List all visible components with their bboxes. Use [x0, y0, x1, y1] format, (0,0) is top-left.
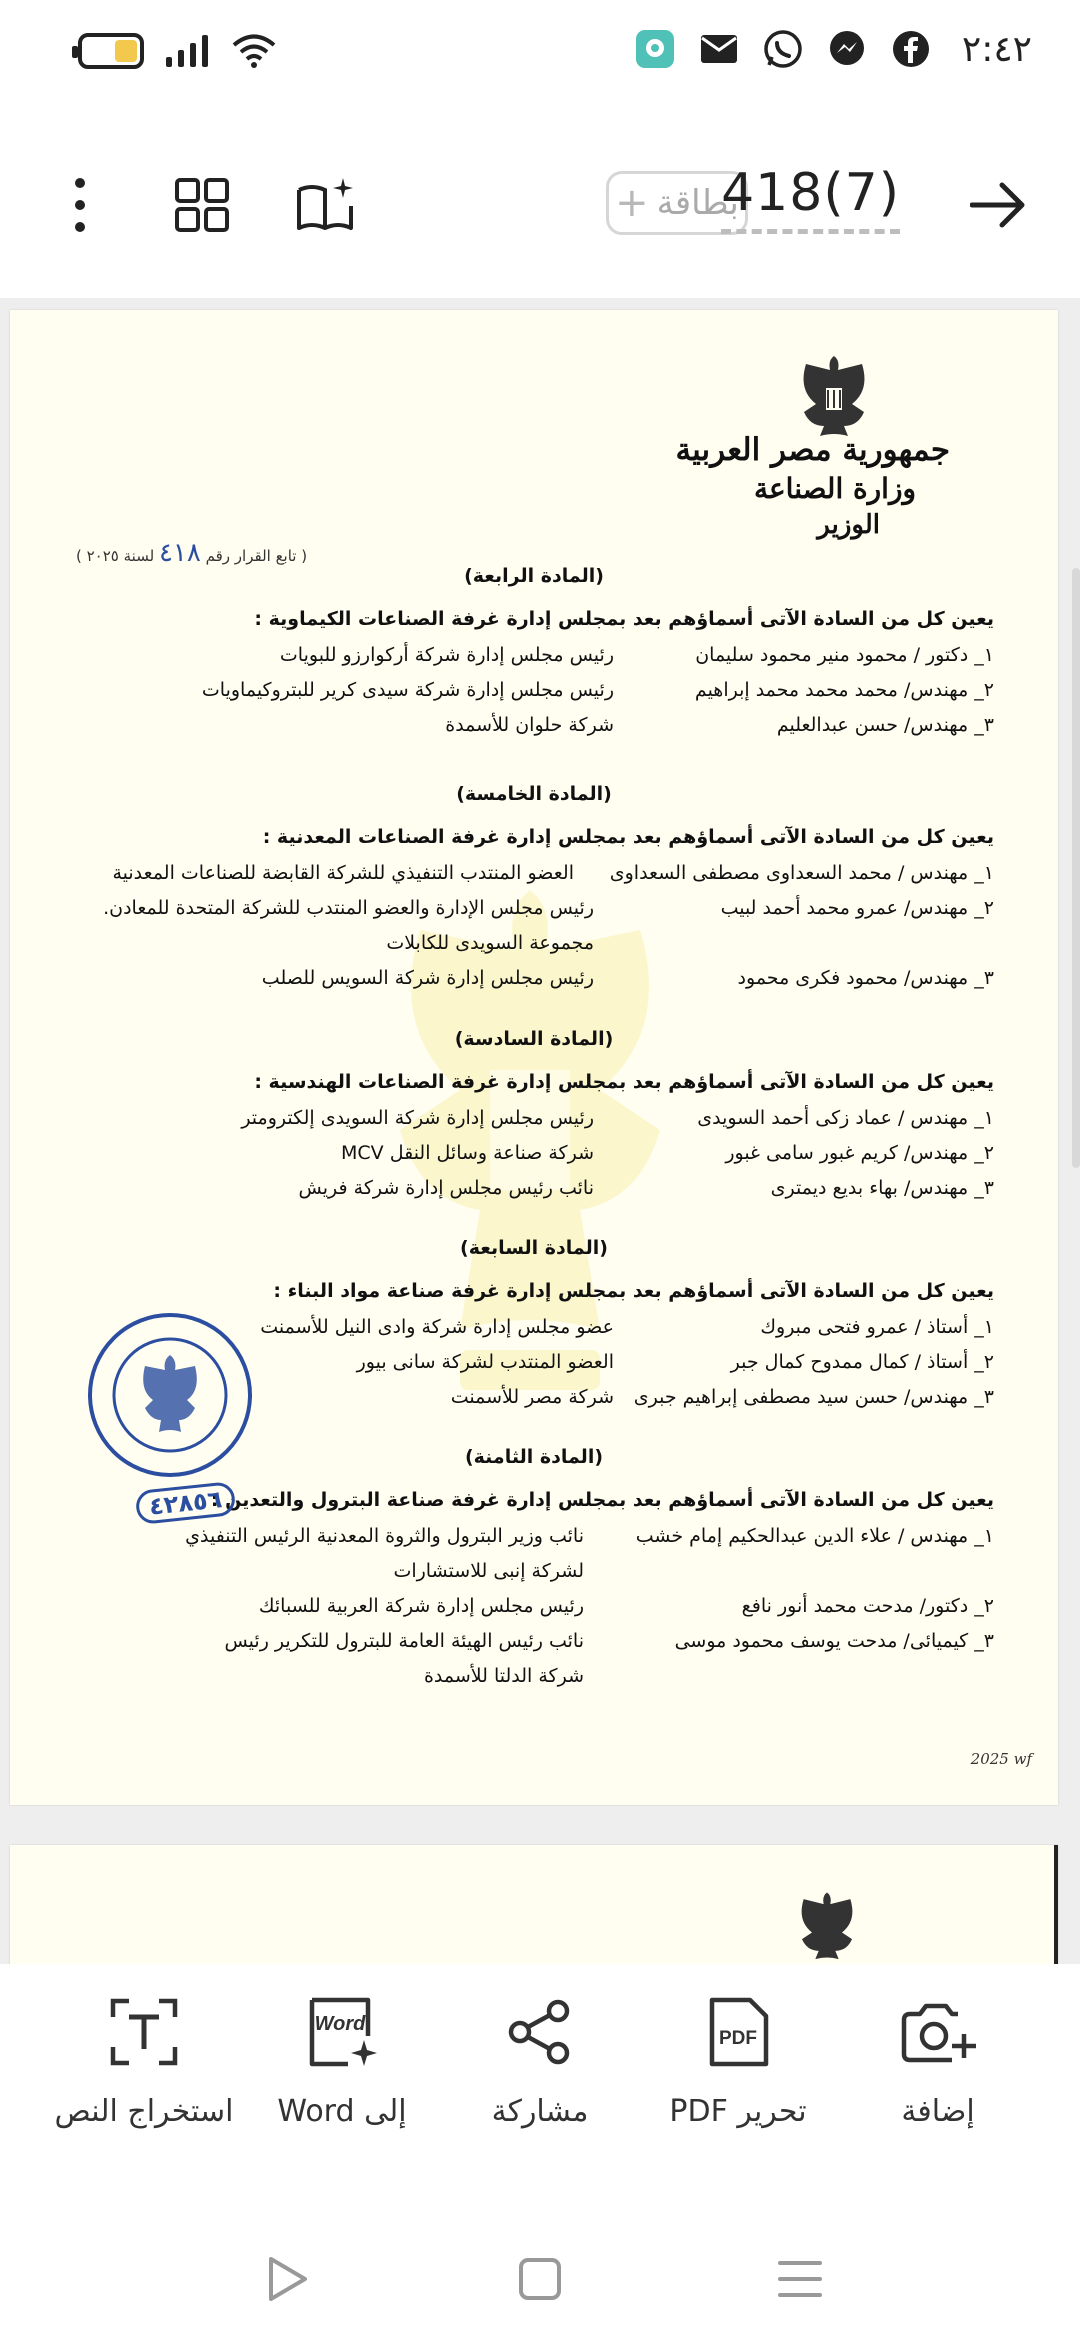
- article-intro: يعين كل من السادة الآتى أسماؤهم بعد بمجلس إدارة غرفة صناعة مواد البناء :: [273, 1280, 994, 1302]
- member-name: ١_ مهندس / علاء الدين عبدالحكيم إمام خشب: [635, 1525, 994, 1547]
- status-bar: [0, 0, 1080, 105]
- stamp-number: ٤٢٨٥٦: [134, 1481, 236, 1525]
- member-position: العضو المنتدب لشركة سانى بيور: [356, 1351, 614, 1373]
- article-title: (المادة السابعة): [460, 1237, 608, 1259]
- status-left: [78, 32, 276, 70]
- member-position: رئيس مجلس إدارة شركة السويدى إلكترومتر: [241, 1107, 594, 1129]
- member-name: ٢_ أستاذ / كمال ممدوح كمال جبر: [730, 1351, 994, 1373]
- member-name: ٣_ مهندس/ بهاء بديع ديمترى: [770, 1177, 994, 1199]
- grid-view-button[interactable]: [162, 165, 242, 245]
- header-minister: الوزير: [817, 510, 880, 540]
- messenger-icon: [826, 28, 868, 70]
- arrow-right-icon: [970, 181, 1026, 229]
- eagle-emblem-icon: [792, 350, 876, 440]
- share-icon: [508, 1999, 572, 2065]
- member-row: [54, 862, 994, 892]
- bottom-action-bar: [0, 1964, 1080, 2214]
- member-name: ٢_ مهندس/ عمرو محمد أحمد لبيب: [720, 897, 994, 919]
- article-title: (المادة السادسة): [454, 1028, 614, 1050]
- nav-home-button[interactable]: [505, 2244, 575, 2314]
- camera-plus-icon: [900, 2000, 976, 2064]
- member-position: شركة حلوان للأسمدة: [445, 714, 614, 736]
- member-row: [54, 644, 994, 674]
- to-word-action-button[interactable]: [242, 1992, 442, 2134]
- reference-prefix: ( تابع القرار رقم: [205, 547, 308, 565]
- reference-suffix: لسنة ٢٠٢٥ ): [76, 547, 155, 565]
- more-options-button[interactable]: [40, 165, 120, 245]
- member-name: ١_ دكتور / محمود منير محمود سليمان: [695, 644, 994, 666]
- article-title: (المادة الخامسة): [456, 783, 612, 805]
- share-action-button[interactable]: [440, 1992, 640, 2134]
- whatsapp-icon: [762, 28, 804, 70]
- system-navigation-bar: [0, 2214, 1080, 2340]
- more-vertical-icon: [70, 175, 90, 235]
- member-row: [54, 1525, 994, 1555]
- member-row: [54, 1142, 994, 1172]
- action-label: تحرير PDF: [669, 2094, 807, 2129]
- back-button[interactable]: [958, 165, 1038, 245]
- nav-recents-button[interactable]: [765, 2244, 835, 2314]
- action-label: إلى Word: [277, 2094, 407, 2129]
- square-home-icon: [518, 2257, 562, 2301]
- header-ministry: وزارة الصناعة: [753, 472, 916, 505]
- word-convert-icon: [304, 1996, 380, 2068]
- nav-back-button[interactable]: [252, 2244, 322, 2314]
- member-name: ٣_ مهندس/ حسن سيد مصطفى إبراهيم جبرى: [633, 1386, 994, 1408]
- top-toolbar: [0, 145, 1080, 260]
- member-position: رئيس مجلس إدارة شركة العربية للسبائك: [258, 1595, 584, 1617]
- pdf-edit-icon: [706, 1996, 770, 2068]
- text-extract-icon: [109, 1997, 179, 2067]
- member-row: [54, 967, 994, 997]
- member-position-continued: مجموعة السويدى للكابلات: [386, 932, 594, 954]
- member-name: ١_ مهندس / عماد زكى أحمد السويدى: [697, 1107, 994, 1129]
- member-position: رئيس مجلس إدارة شركة أركوارزو للبويات: [279, 644, 614, 666]
- member-position: شركة صناعة وسائل النقل MCV: [340, 1142, 594, 1164]
- member-name: ٣_ كيميائى/ مدحت يوسف محمود موسى: [674, 1630, 994, 1652]
- member-position: العضو المنتدب التنفيذي للشركة القابضة للصناعات المعدنية: [112, 862, 574, 884]
- member-name: ١_ مهندس / محمد السعداوى مصطفى السعداوى: [609, 862, 994, 884]
- page-footer-mark: 2025 wf: [970, 1750, 1032, 1768]
- battery-icon: [78, 33, 144, 69]
- article-intro: يعين كل من السادة الآتى أسماؤهم بعد بمجلس إدارة غرفة صناعة البترول والتعدين :: [210, 1489, 994, 1511]
- extract-text-action-button[interactable]: [44, 1992, 244, 2134]
- document-title[interactable]: 418(7): [721, 163, 900, 234]
- member-position: رئيس مجلس إدارة شركة سيدى كرير للبتروكيماويات: [201, 679, 614, 701]
- reference-number: ٤١٨: [158, 538, 201, 568]
- member-name: ٢_ دكتور/ مدحت محمد أنور نافع: [741, 1595, 994, 1617]
- document-page[interactable]: [10, 310, 1058, 1805]
- menu-lines-icon: [777, 2257, 823, 2301]
- document-viewer[interactable]: [0, 298, 1080, 1964]
- member-name: ٣_ مهندس/ حسن عبدالعليم: [776, 714, 994, 736]
- member-position-continued: لشركة إنبى للاستشارات: [393, 1560, 584, 1582]
- signal-icon: [164, 33, 212, 69]
- grid-icon: [174, 177, 230, 233]
- member-row: [54, 1630, 994, 1660]
- app-notification-icon: [634, 28, 676, 70]
- action-label: استخراج النص: [54, 2094, 234, 2129]
- member-row: [54, 897, 994, 927]
- member-name: ٢_ مهندس/ كريم غبور سامى غبور: [725, 1142, 994, 1164]
- member-name: ٢_ مهندس/ محمد محمد محمد إبراهيم: [694, 679, 994, 701]
- decree-reference: [76, 538, 307, 568]
- ministry-stamp-icon: [85, 1310, 255, 1480]
- triangle-back-icon: [265, 2255, 309, 2303]
- action-label: مشاركة: [491, 2094, 589, 2129]
- member-row: [54, 714, 994, 744]
- member-position-continued: شركة الدلتا للأسمدة: [423, 1665, 584, 1687]
- member-position: رئيس مجلس الإدارة والعضو المنتدب للشركة المتحدة للمعادن.: [103, 897, 594, 919]
- article-intro: يعين كل من السادة الآتى أسماؤهم بعد بمجلس إدارة غرفة الصناعات الكيماوية :: [254, 608, 994, 630]
- wifi-icon: [232, 32, 276, 70]
- article-title: (المادة الرابعة): [464, 565, 604, 587]
- status-right: [634, 28, 1032, 70]
- article-title: (المادة الثامنة): [464, 1446, 604, 1468]
- add-action-button[interactable]: [838, 1992, 1038, 2134]
- article-intro: يعين كل من السادة الآتى أسماؤهم بعد بمجلس إدارة غرفة الصناعات المعدنية :: [262, 826, 994, 848]
- ai-read-button[interactable]: [286, 165, 366, 245]
- member-position: عضو مجلس إدارة شركة وادى النيل للأسمنت: [260, 1316, 614, 1338]
- facebook-icon: [890, 28, 932, 70]
- member-position: شركة مصر للأسمنت: [450, 1386, 614, 1408]
- document-page-next[interactable]: [10, 1845, 1058, 1964]
- mail-icon: [698, 28, 740, 70]
- svg-text:Word: Word: [314, 2013, 366, 2035]
- member-position: رئيس مجلس إدارة شركة السويس للصلب: [261, 967, 594, 989]
- scrollbar[interactable]: [1072, 568, 1080, 1168]
- eagle-emblem-icon: [792, 1885, 862, 1964]
- member-name: ٣_ مهندس/ محمود فكرى محمود: [737, 967, 994, 989]
- member-row: [54, 1177, 994, 1207]
- svg-text:PDF: PDF: [719, 2028, 757, 2049]
- action-label: إضافة: [901, 2094, 975, 2129]
- edit-pdf-action-button[interactable]: [638, 1992, 838, 2134]
- article-intro: يعين كل من السادة الآتى أسماؤهم بعد بمجلس إدارة غرفة الصناعات الهندسية :: [254, 1071, 994, 1093]
- book-sparkle-icon: [295, 176, 357, 234]
- clock: ٢:٤٢: [961, 28, 1032, 70]
- member-position: نائب وزير البترول والثروة المعدنية الرئيس التنفيذي: [185, 1525, 584, 1547]
- member-position: نائب رئيس الهيئة العامة للبترول للتكرير رئيس: [224, 1630, 584, 1652]
- member-position: نائب رئيس مجلس إدارة شركة فريش: [298, 1177, 594, 1199]
- plus-icon: +: [615, 180, 649, 226]
- member-row: [54, 1595, 994, 1625]
- header-country: جمهورية مصر العربية: [675, 432, 950, 468]
- member-row: [54, 1107, 994, 1137]
- member-row: [54, 679, 994, 709]
- member-name: ١_ أستاذ / عمرو فتحى مبروك: [760, 1316, 994, 1338]
- card-button-label: بطاقة: [656, 183, 739, 223]
